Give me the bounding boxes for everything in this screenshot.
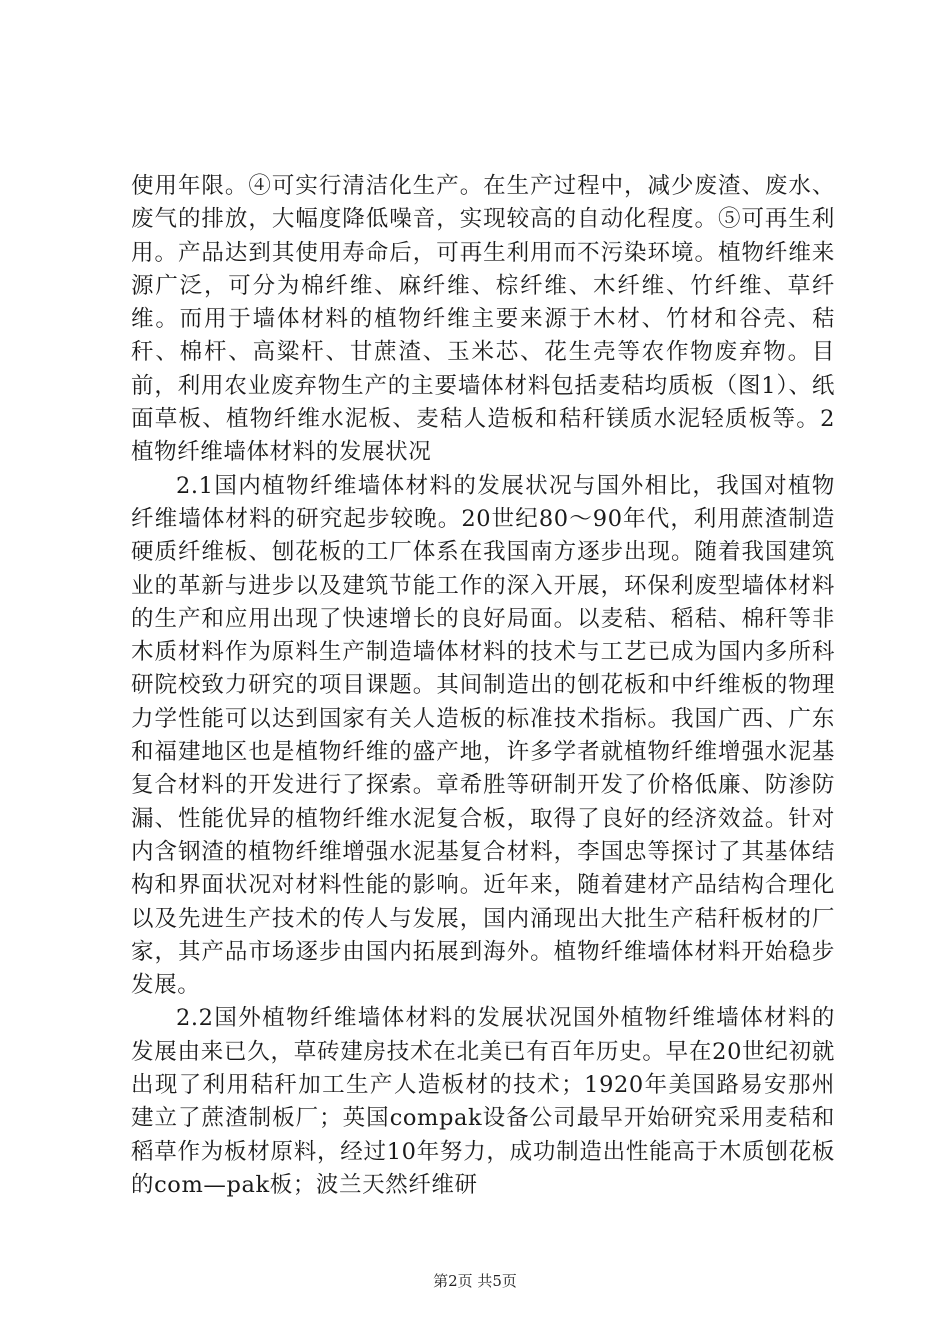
page-footer: 第2页 共5页 <box>433 1272 517 1290</box>
document-body <box>131 170 835 1202</box>
paragraph-2: 2.1国内植物纤维墙体材料的发展状况与国外相比，我国对植物纤维墙体材料的研究起步较晚。20世纪80～90年代，利用蔗渣制造硬质纤维板、刨花板的工厂体系在我国南方逐步出现。随着我国建筑业的革新与进步以及建筑节能工作的深入开展，环保利废型墙体材料的生产和应用出现了快速增长的良好局面。以麦秸、稻秸、棉秆等非木质材料作为原料生产制造墙体材料的技术与工艺已成为国内多所科研院校致力研究的项目课题。其间制造出的刨花板和中纤维板的物理力学性能可以达到国家有关人造板的标准技术指标。我国广西、广东和福建地区也是植物纤维的盛产地，许多学者就植物纤维增强水泥基复合材料的开发进行了探索。章希胜等研制开发了价格低廉、防渗防漏、性能优异的植物纤维水泥复合板，取得了良好的经济效益。针对内含钢渣的植物纤维增强水泥基复合材料，李国忠等探讨了其基体结构和界面状况对材料性能的影响。近年来，随着建材产品结构合理化以及先进生产技术的传人与发展，国内涌现出大批生产秸秆板材的厂家，其产品市场逐步由国内拓展到海外。植物纤维墙体材料开始稳步发展。 <box>131 472 835 999</box>
paragraph-1: 使用年限。④可实行清洁化生产。在生产过程中，减少废渣、废水、废气的排放，大幅度降低噪音，实现较高的自动化程度。⑤可再生利用。产品达到其使用寿命后，可再生利用而不污染环境。植物纤维来源广泛，可分为棉纤维、麻纤维、棕纤维、木纤维、竹纤维、草纤维。而用于墙体材料的植物纤维主要来源于木材、竹材和谷壳、秸秆、棉杆、高粱杆、甘蔗渣、玉米芯、花生壳等农作物废弃物。目前，利用农业废弃物生产的主要墙体材料包括麦秸均质板（图1）、纸面草板、植物纤维水泥板、麦秸人造板和秸秆镁质水泥轻质板等。2植物纤维墙体材料的发展状况 <box>131 173 835 466</box>
paragraph-3: 2.2国外植物纤维墙体材料的发展状况国外植物纤维墙体材料的发展由来已久，草砖建房技术在北美已有百年历史。早在20世纪初就出现了利用秸秆加工生产人造板材的技术；1920年美国路易安那州建立了蔗渣制板厂；英国compak设备公司最早开始研究采用麦秸和稻草作为板材原料，经过10年努力，成功制造出性能高于木质刨花板的com—pak板；波兰天然纤维研 <box>131 1005 835 1198</box>
